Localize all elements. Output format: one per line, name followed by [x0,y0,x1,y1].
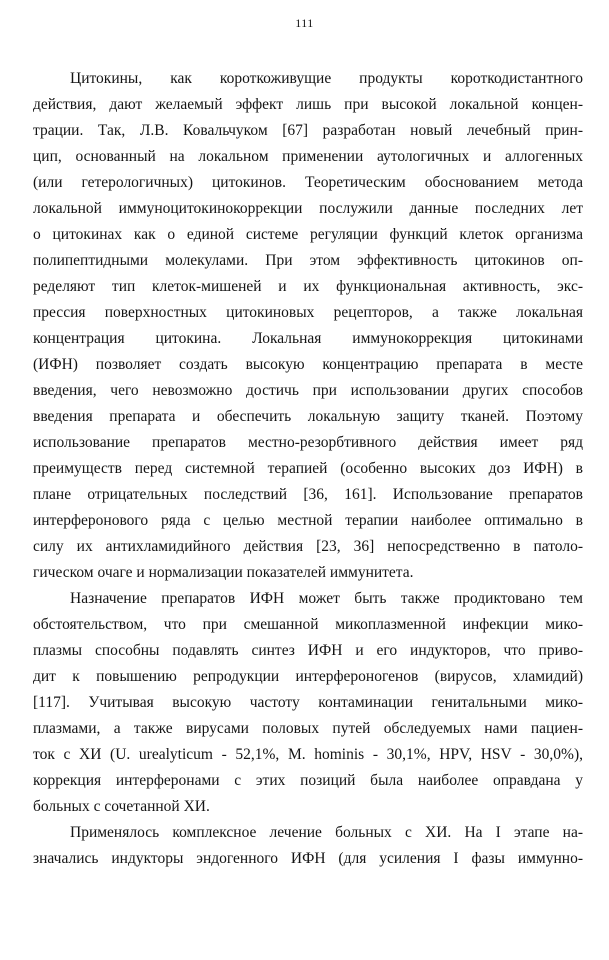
paragraph-1-line-9: ределяют тип клеток-мишеней и их функциональная активность, экс- [33,278,583,295]
paragraph-2-line-4: дит к повышению репродукции интерфероногенов (вирусов, хламидий) [33,668,583,685]
paragraph-1-line-1: Цитокины, как короткоживущие продукты короткодистантного [70,70,583,87]
paragraph-2-line-2: обстоятельством, что при смешанной микоплазменной инфекции мико- [33,616,583,633]
paragraph-2-line-1: Назначение препаратов ИФН может быть также продиктовано тем [70,590,583,607]
paragraph-1-line-4: цип, основанный на локальном применении аутологичных и аллогенных [33,148,583,165]
paragraph-1-line-11: концентрация цитокина. Локальная иммунокоррекция цитокинами [33,330,583,347]
paragraph-2-line-5: [117]. Учитывая высокую частоту контаминации генитальными мико- [33,694,583,711]
paragraph-1-line-14: введения препарата и обеспечить локальную защиту тканей. Поэтому [33,408,583,425]
paragraph-1-line-3: трации. Так, Л.В. Ковальчуком [67] разработан новый лечебный прин- [33,122,583,139]
paragraph-2-line-8: коррекция интерферонами с этих позиций была наиболее оправдана у [33,772,583,789]
paragraph-1-line-18: интерферонового ряда с целью местной терапии наиболее оптимально в [33,512,583,529]
paragraph-1-line-12: (ИФН) позволяет создать высокую концентрацию препарата в месте [33,356,583,373]
paragraph-2-line-3: плазмы способны подавлять синтез ИФН и его индукторов, что приво- [33,642,583,659]
paragraph-3-line-1: Применялось комплексное лечение больных с ХИ. На I этапе на- [70,824,583,841]
page-number: 111 [295,16,314,30]
paragraph-1-line-2: действия, дают желаемый эффект лишь при высокой локальной концен- [33,96,583,113]
paragraph-2-line-6: плазмами, а также вирусами половых путей обследуемых нами пациен- [33,720,583,737]
paragraph-1-line-6: локальной иммуноцитокинокоррекции послужили данные последних лет [33,200,583,217]
paragraph-1-line-7: о цитокинах как о единой системе регуляции функций клеток организма [33,226,583,243]
paragraph-1-line-13: введения, чего невозможно достичь при использовании других способов [33,382,583,399]
paragraph-3-line-2: значались индукторы эндогенного ИФН (для усиления I фазы иммунно- [33,850,583,867]
paragraph-2-line-9: больных с сочетанной ХИ. [33,798,210,815]
paragraph-1-line-8: полипептидными молекулами. При этом эффективность цитокинов оп- [33,252,583,269]
paragraph-2-line-7: ток с ХИ (U. urealyticum - 52,1%, M. hominis - 30,1%, HPV, HSV - 30,0%), [33,746,583,763]
paragraph-1-line-10: прессия поверхностных цитокиновых рецепторов, а также локальная [33,304,583,321]
paragraph-1-line-19: силу их антихламидийного действия [23, 36] непосредственно в патоло- [33,538,583,555]
paragraph-1-line-16: преимуществ перед системной терапией (особенно высоких доз ИФН) в [33,460,583,477]
paragraph-1-line-17: плане отрицательных последствий [36, 161]. Использование препаратов [33,486,583,503]
paragraph-1-line-15: использование препаратов местно-резорбтивного действия имеет ряд [33,434,583,451]
paragraph-1-line-5: (или гетерологичных) цитокинов. Теоретическим обоснованием метода [33,174,583,191]
paragraph-1-line-20: гическом очаге и нормализации показателей иммунитета. [33,564,414,581]
